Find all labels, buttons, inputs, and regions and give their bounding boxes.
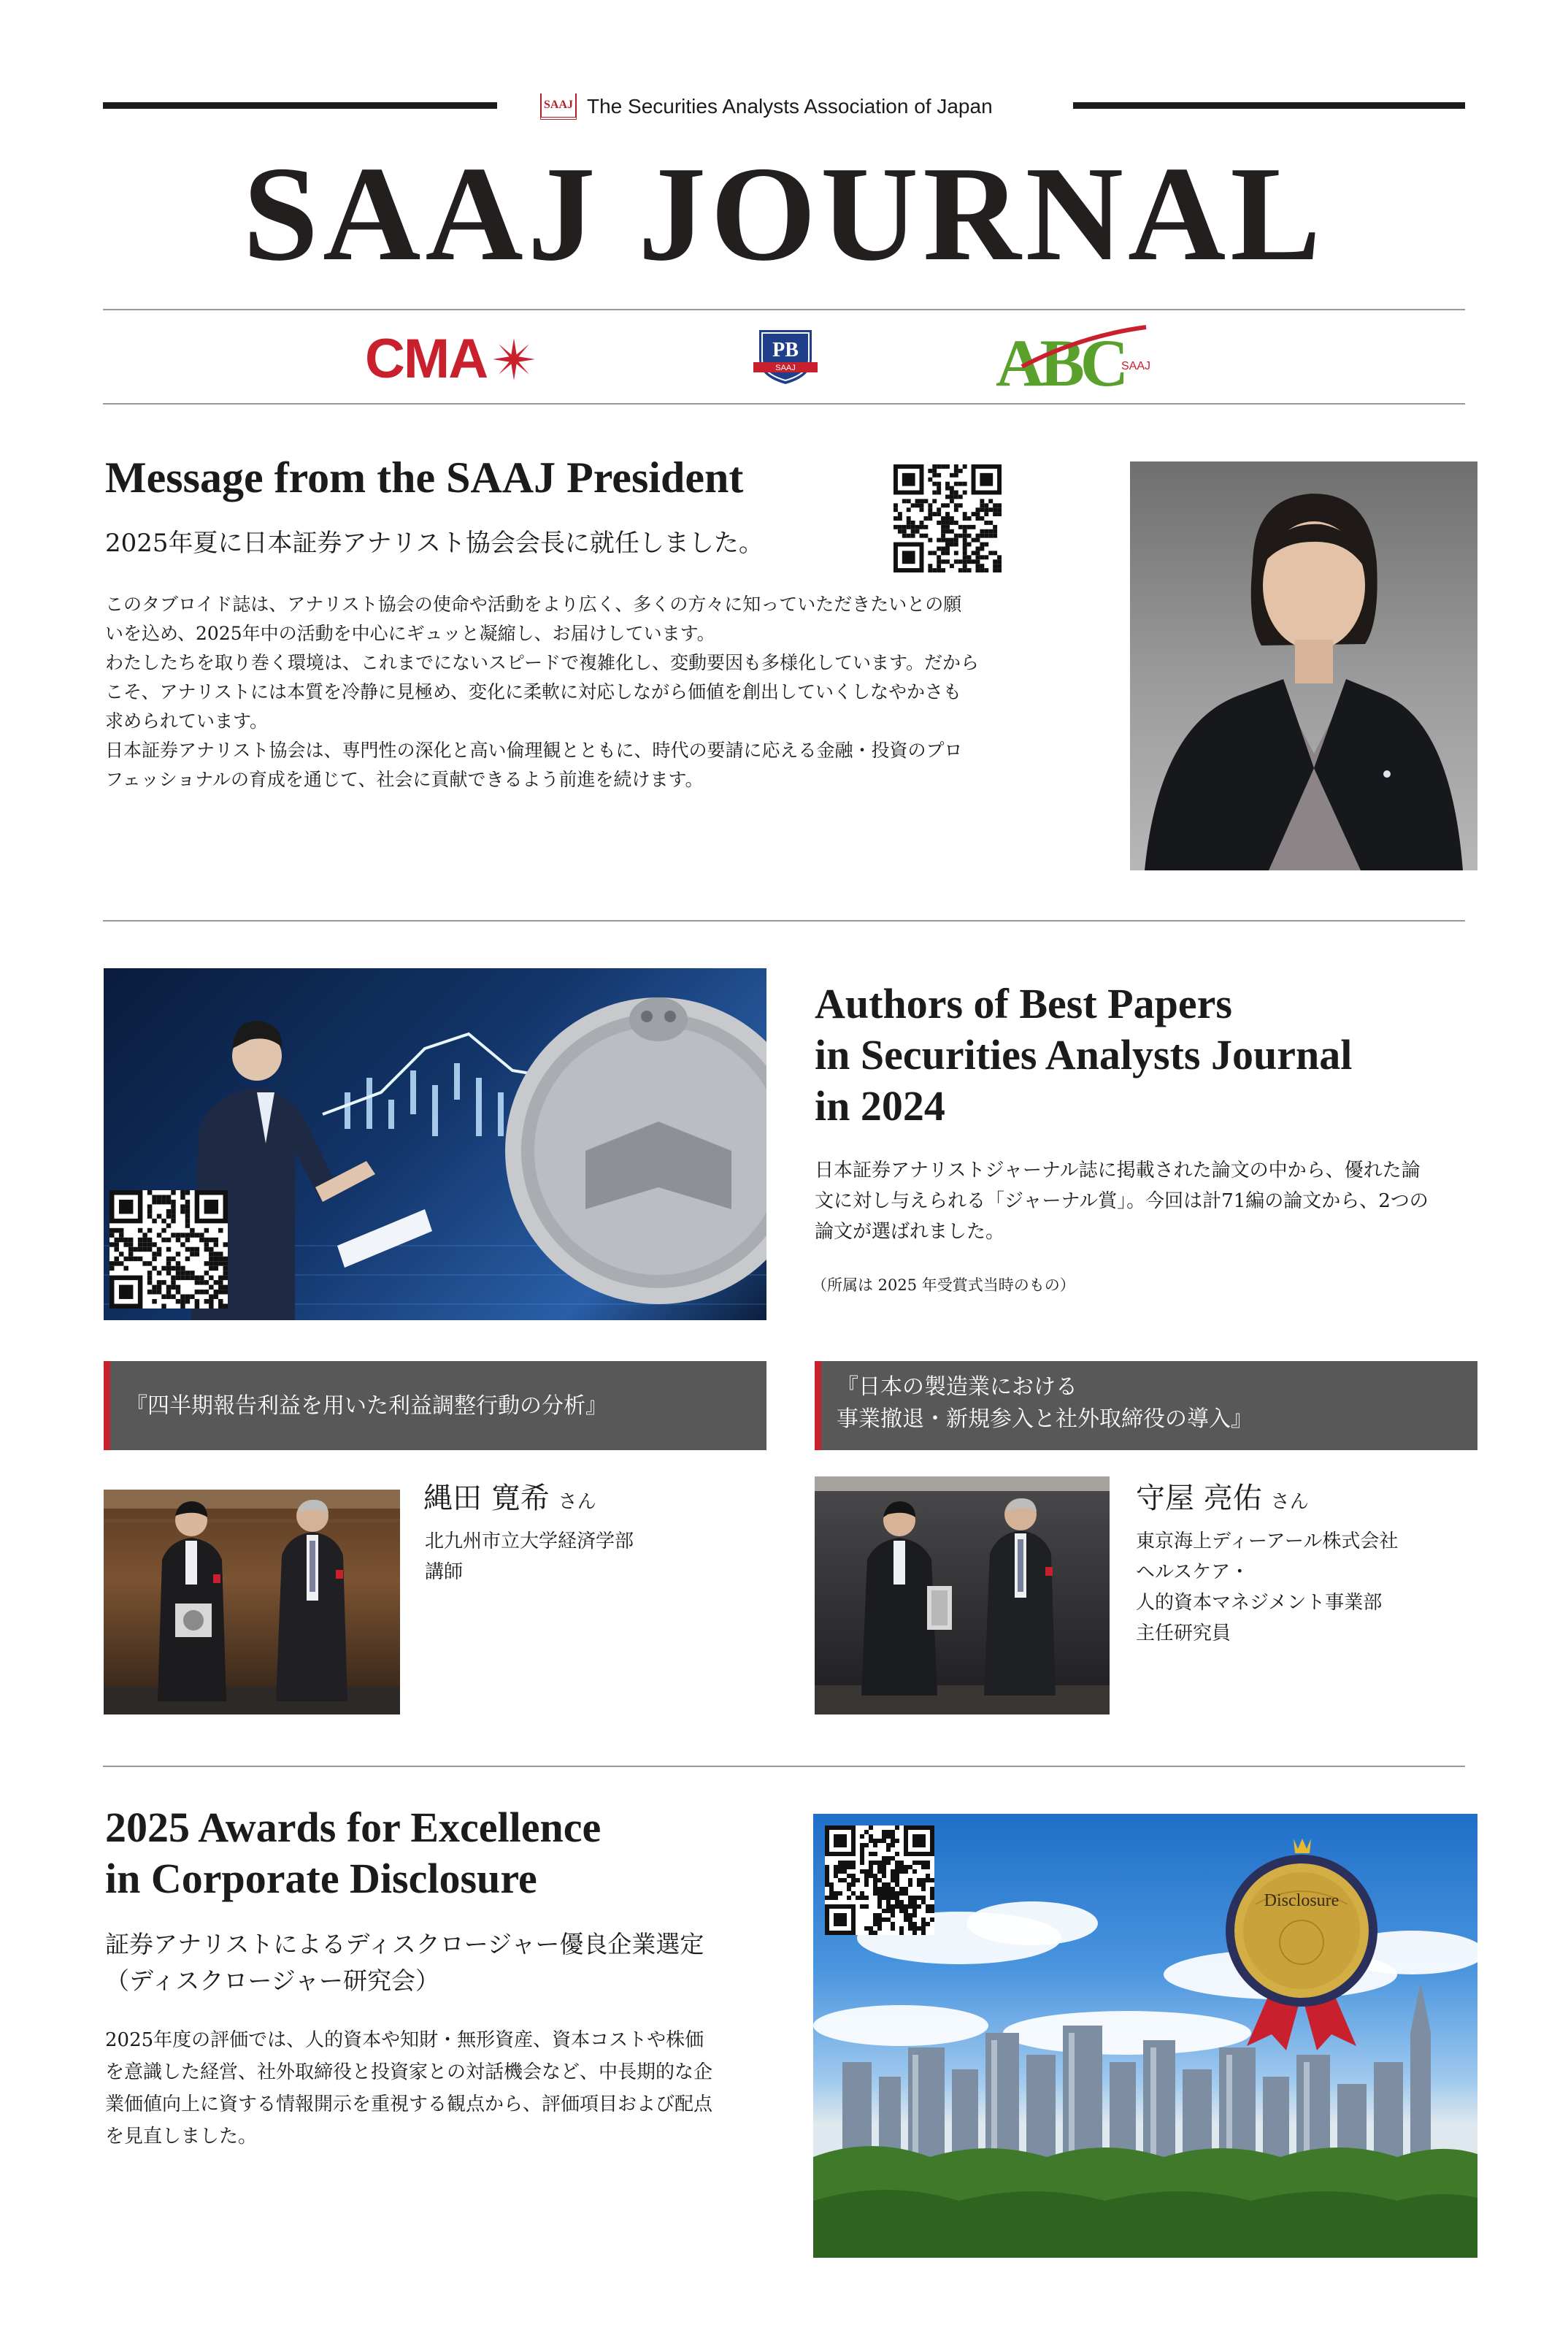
heading-line: Authors of Best Papers	[815, 980, 1232, 1027]
author-name: 守屋 亮佑	[1136, 1482, 1262, 1515]
heading-line: in Securities Analysts Journal	[815, 1031, 1353, 1078]
saaj-mark-icon	[540, 93, 577, 120]
message-line: フェッショナルの育成を通じて、社会に貢献できるよう前進を続けます。	[105, 769, 704, 790]
org-name: The Securities Analysts Association of Japan	[587, 95, 993, 118]
message-line: 日本証券アナリスト協会は、専門性の深化と高い倫理観とともに、時代の要請に応える金融・投資のプロ	[105, 740, 963, 761]
subtitle-line: （ディスクロージャー研究会）	[105, 1966, 440, 1995]
author-name-line	[1136, 1475, 1309, 1517]
abc-logo	[993, 321, 1168, 394]
body-line: 文に対し与えられる「ジャーナル賞」。今回は計71編の論文から、2つの	[815, 1190, 1429, 1212]
paper-title: 『四半期報告利益を用いた利益調整行動の分析』	[126, 1393, 607, 1419]
president-message	[105, 590, 1083, 794]
section-divider	[103, 920, 1465, 922]
message-line: このタブロイド誌は、アナリスト協会の使命や活動をより広く、多くの方々に知っていただきたいとの願	[105, 594, 962, 615]
qr-code[interactable]	[109, 1190, 228, 1309]
president-subtitle: 2025年夏に日本証券アナリスト協会会長に就任しました。	[105, 529, 764, 558]
body-line: 2025年度の評価では、人的資本や知財・無形資産、資本コストや株価	[105, 2029, 704, 2051]
body-line: 日本証券アナリストジャーナル誌に掲載された論文の中から、優れた論	[815, 1160, 1421, 1181]
affiliation-line: 講師	[425, 1561, 464, 1583]
abc-logo-subtext: SAAJ	[1121, 360, 1151, 372]
best-papers-body	[815, 1155, 1429, 1247]
heading-line: in 2024	[815, 1082, 945, 1130]
disclosure-subtitle	[105, 1926, 704, 1999]
affiliation-line: 主任研究員	[1136, 1622, 1231, 1644]
pb-shield-logo	[752, 326, 819, 387]
paper-title-bar	[815, 1361, 1477, 1450]
disclosure-heading	[105, 1802, 601, 1904]
logo-rule-bottom	[103, 403, 1465, 405]
star-icon	[491, 337, 537, 382]
medal-text: Disclosure	[1264, 1891, 1340, 1910]
award-photo	[104, 1490, 400, 1714]
best-papers-heading	[815, 978, 1352, 1132]
message-line: わたしたちを取り巻く環境は、これまでにないスピードで複雑化し、変動要因も多様化しています。だから	[105, 652, 980, 673]
qr-code[interactable]	[825, 1825, 934, 1935]
affiliation-line: 北九州市立大学経済学部	[425, 1530, 634, 1552]
pb-logo-text: PB	[772, 339, 799, 361]
body-line: 論文が選ばれました。	[815, 1221, 1005, 1243]
paper-title: 事業撤退・新規参入と社外取締役の導入』	[837, 1406, 1253, 1432]
affiliation-note: （所属は 2025 年受賞式当時のもの）	[812, 1276, 1075, 1294]
disclosure-medal	[1218, 1834, 1386, 2053]
section-divider	[103, 1766, 1465, 1767]
body-line: 業価値向上に資する情報開示を重視する観点から、評価項目および配点	[105, 2093, 713, 2115]
cma-logo-text: CMA	[365, 328, 488, 390]
pb-logo-subtext: SAAJ	[775, 364, 796, 372]
cma-logo	[365, 327, 537, 391]
author-name: 縄田 寛希	[423, 1482, 550, 1515]
abc-logo-text: ABC	[996, 326, 1125, 394]
message-line: 求められています。	[105, 710, 269, 732]
body-line: を意識した経営、社外取締役と投資家との対話機会など、中長期的な企	[105, 2061, 713, 2083]
award-photo	[815, 1476, 1110, 1714]
president-photo	[1130, 461, 1477, 870]
honorific: さん	[1270, 1491, 1309, 1513]
disclosure-body	[105, 2024, 712, 2153]
message-line: こそ、アナリストには本質を冷静に見極め、変化に柔軟に対応しながら価値を創出していくしなやかさも	[105, 681, 962, 702]
logo-rule-top	[103, 309, 1465, 310]
author-affiliation	[425, 1526, 634, 1587]
affiliation-line: 東京海上ディーアール株式会社	[1136, 1530, 1399, 1552]
qr-code[interactable]	[893, 464, 1002, 572]
message-line: いを込め、2025年中の活動を中心にギュッと凝縮し、お届けしています。	[105, 623, 715, 644]
heading-line: in Corporate Disclosure	[105, 1855, 537, 1902]
body-line: を見直しました。	[105, 2126, 258, 2147]
heading-line: 2025 Awards for Excellence	[105, 1804, 602, 1851]
org-line	[540, 92, 993, 121]
president-heading: Message from the SAAJ President	[105, 453, 744, 502]
honorific: さん	[558, 1491, 596, 1513]
masthead-title: SAAJ JOURNAL	[242, 139, 1326, 289]
org-mark-text: SAAJ	[543, 99, 573, 111]
affiliation-line: ヘルスケア・	[1136, 1561, 1250, 1583]
paper-title: 『日本の製造業における	[837, 1374, 1077, 1400]
header-rule-left	[103, 102, 497, 109]
crown-icon	[1294, 1839, 1311, 1853]
author-affiliation	[1136, 1526, 1398, 1649]
paper-title-bar	[104, 1361, 766, 1450]
author-name-line	[423, 1475, 596, 1517]
subtitle-line: 証券アナリストによるディスクロージャー優良企業選定	[105, 1930, 704, 1958]
affiliation-line: 人的資本マネジメント事業部	[1136, 1592, 1383, 1614]
header-rule-right	[1073, 102, 1465, 109]
